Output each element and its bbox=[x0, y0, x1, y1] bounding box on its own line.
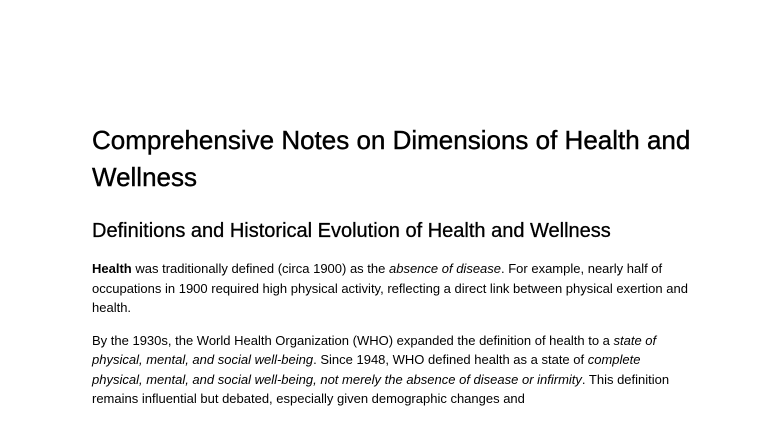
document-title: Comprehensive Notes on Dimensions of Health and Wellness bbox=[92, 125, 691, 192]
para2-emphasis-a: state of physical, mental, and social well-being bbox=[92, 332, 657, 367]
para2-emphasis-b: complete physical, mental, and social well-being, not merely the absence of disease or infirmity bbox=[92, 352, 641, 387]
bold-term-health: Health bbox=[92, 261, 132, 276]
para1-text-a: was traditionally defined (circa 1900) as the bbox=[131, 261, 389, 276]
document-body bbox=[92, 122, 692, 409]
para2-text-c: . This definition remains influential but debated, especially given demographic changes and bbox=[92, 371, 670, 406]
section-heading: Definitions and Historical Evolution of Health and Wellness bbox=[92, 220, 611, 242]
para1-text-b: . For example, nearly half of occupations in 1900 required high physical activity, reflecting a direct link between physical exertion and health. bbox=[92, 261, 688, 315]
paragraph-who-definition bbox=[92, 331, 692, 409]
para1-emphasis-a: absence of disease bbox=[388, 261, 502, 276]
para2-text-b: . Since 1948, WHO defined health as a state of bbox=[313, 352, 588, 367]
paragraph-health-definition bbox=[92, 259, 692, 318]
para2-text-a: By the 1930s, the World Health Organization (WHO) expanded the definition of health to a bbox=[92, 332, 614, 348]
